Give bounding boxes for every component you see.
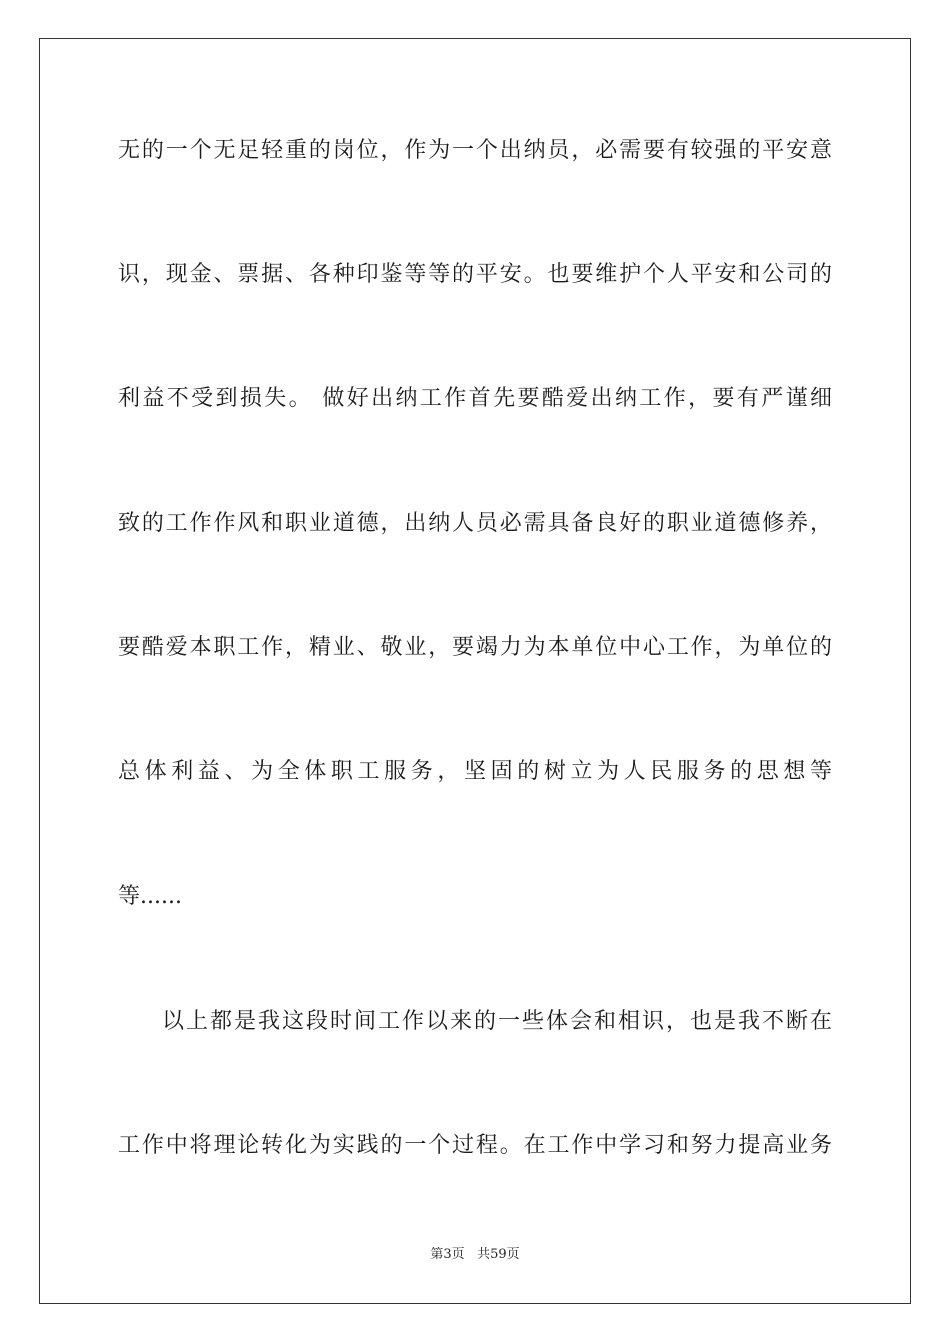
body-text-line-3: 利益不受到损失。 做好出纳工作首先要酷爱出纳工作，要有严谨细 bbox=[118, 386, 832, 411]
page-number: 第3页 bbox=[430, 1247, 465, 1262]
body-text-line-2: 识，现金、票据、各种印鉴等等的平安。也要维护个人平安和公司的 bbox=[118, 262, 832, 287]
page-border bbox=[39, 38, 911, 1304]
body-text-line-7: 等...... bbox=[118, 884, 182, 909]
body-text-line-5: 要酷爱本职工作，精业、敬业，要竭力为本单位中心工作，为单位的 bbox=[118, 635, 832, 660]
paragraph-2-line-2: 工作中将理论转化为实践的一个过程。在工作中学习和努力提高业务 bbox=[118, 1133, 832, 1158]
page-footer bbox=[0, 1246, 950, 1264]
body-text-line-4: 致的工作作风和职业道德，出纳人员必需具备良好的职业道德修养， bbox=[118, 511, 832, 536]
paragraph-2-line-1: 以上都是我这段时间工作以来的一些体会和相识，也是我不断在 bbox=[162, 1009, 832, 1034]
body-text-line-1: 无的一个无足轻重的岗位，作为一个出纳员，必需要有较强的平安意 bbox=[118, 138, 832, 163]
body-text-line-6: 总体利益、为全体职工服务，坚固的树立为人民服务的思想等 bbox=[118, 759, 832, 784]
page-total: 共59页 bbox=[477, 1247, 520, 1262]
